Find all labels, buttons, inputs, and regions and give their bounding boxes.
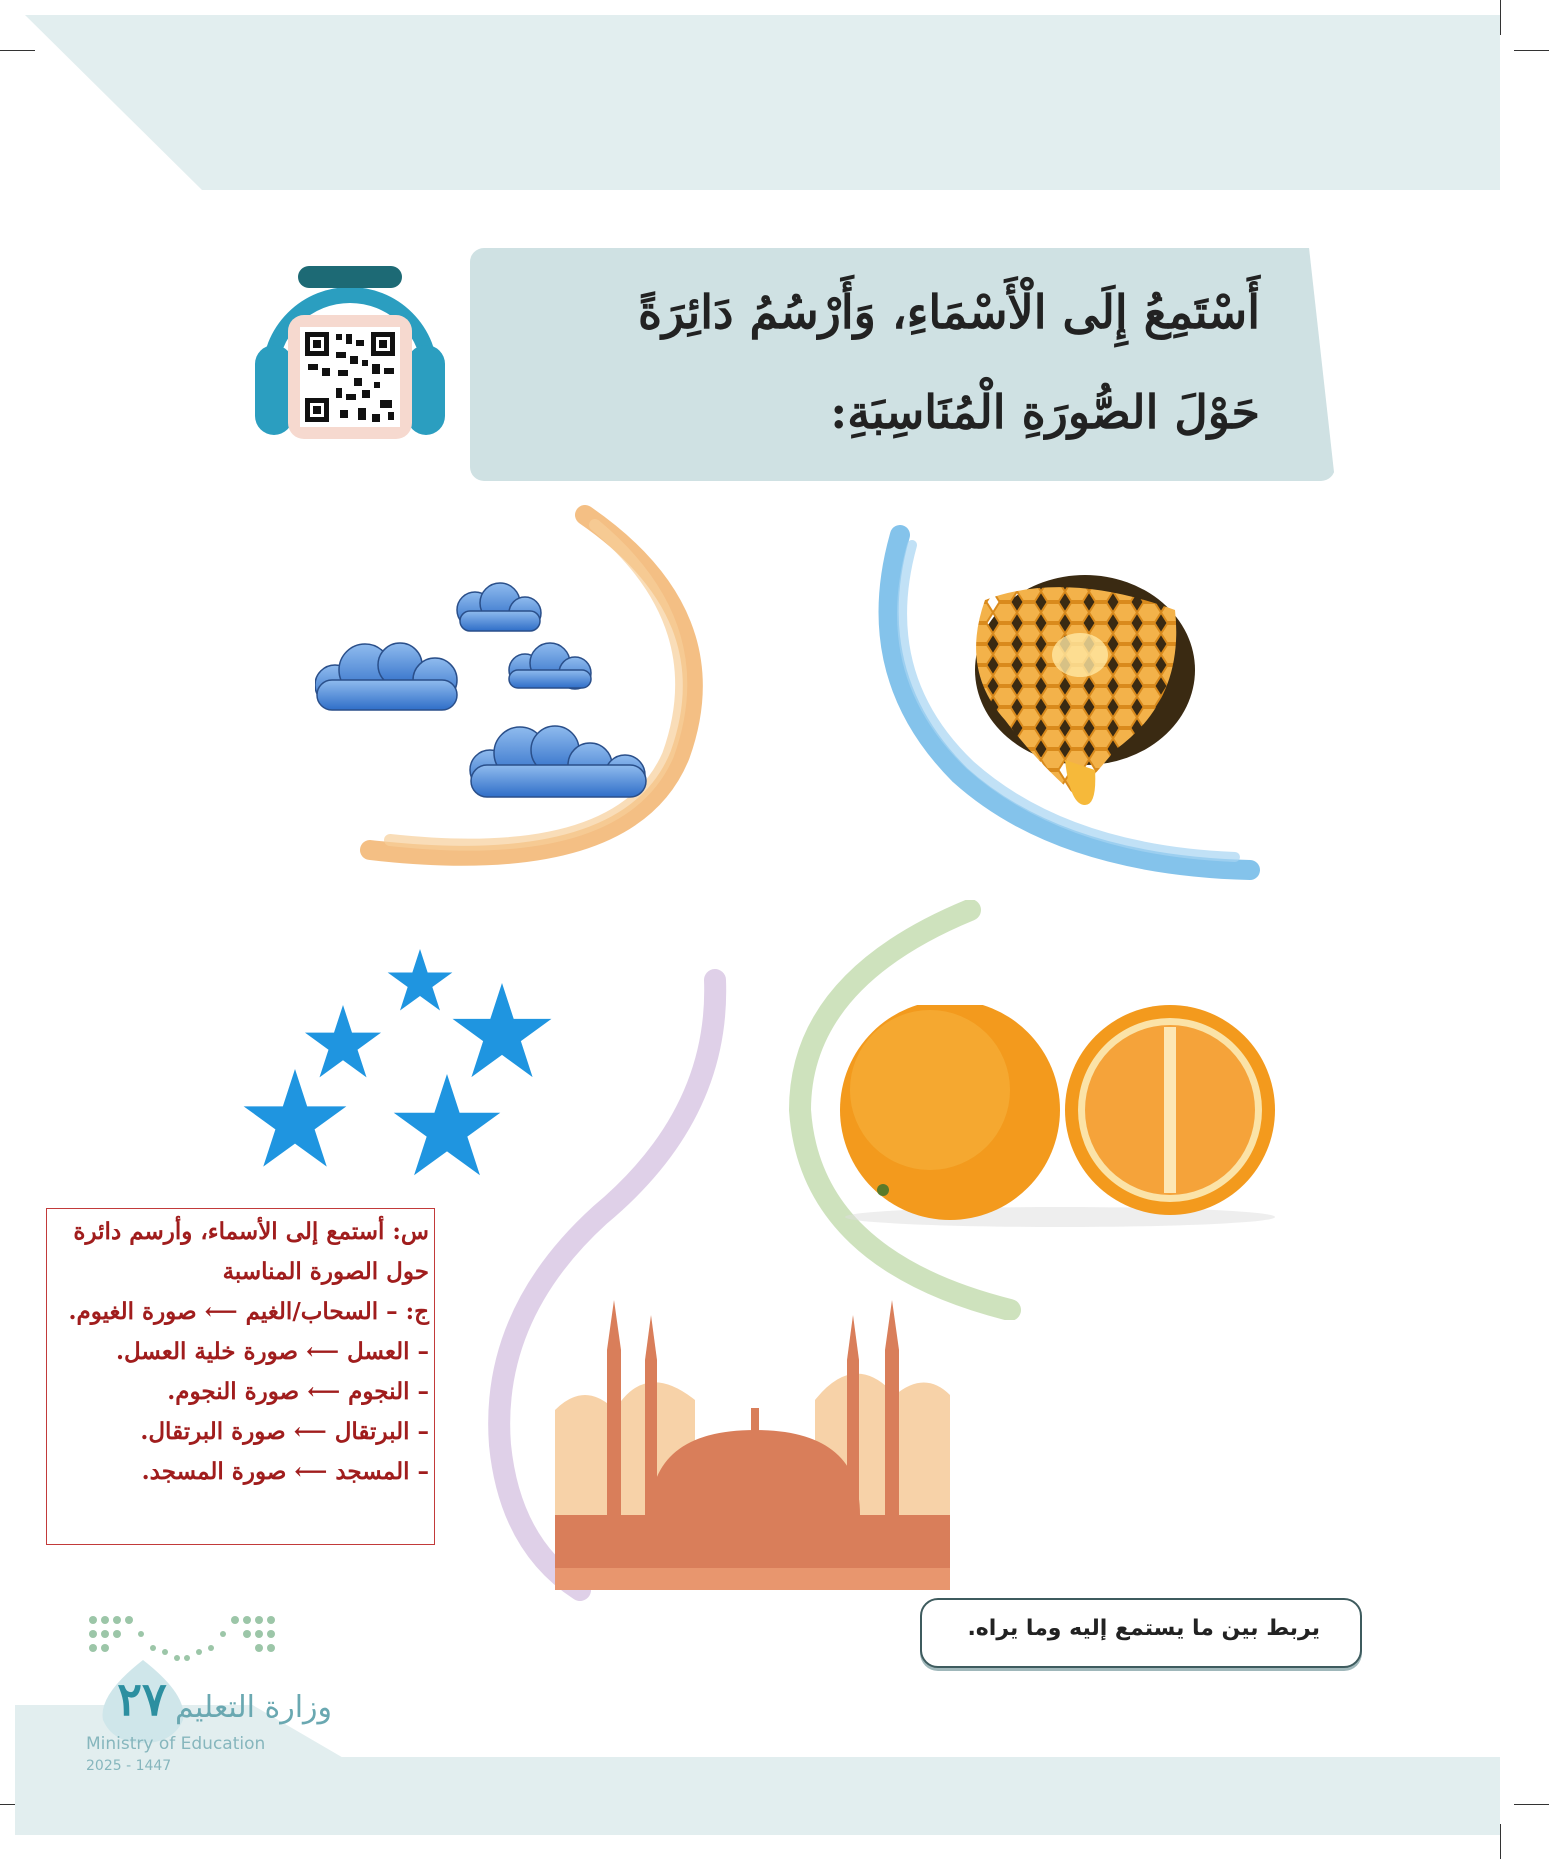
stars-icon[interactable] xyxy=(240,945,560,1190)
page-number: ٢٧ xyxy=(117,1672,167,1726)
learning-objective: يربط بين ما يستمع إليه وما يراه. xyxy=(967,1616,1320,1641)
headphones-qr-icon[interactable] xyxy=(250,260,450,445)
answer-line: ج: – السحاب/الغيم ⟵ صورة الغيوم. xyxy=(68,1298,429,1325)
mosque-icon[interactable] xyxy=(555,1300,950,1590)
crop-mark xyxy=(1514,50,1549,51)
academic-year: 2025 - 1447 xyxy=(86,1758,172,1774)
crop-mark xyxy=(1500,0,1501,35)
ministry-name-arabic: وزارة التعليم xyxy=(175,1690,333,1725)
crop-mark xyxy=(1500,1824,1501,1859)
title-line-1: أَسْتَمِعُ إِلَى الْأَسْمَاءِ، وَأَرْسُمُ دَائِرَةً xyxy=(637,285,1260,339)
top-band xyxy=(25,15,1500,190)
clouds-icon[interactable] xyxy=(315,575,655,830)
crop-mark xyxy=(1514,1804,1549,1805)
orange-icon[interactable] xyxy=(830,1005,1290,1245)
title-line-2: حَوْلَ الصُّورَةِ الْمُنَاسِبَةِ: xyxy=(830,385,1260,439)
answer-line: – البرتقال ⟵ صورة البرتقال. xyxy=(140,1418,429,1445)
honeycomb-icon[interactable] xyxy=(945,560,1200,815)
ministry-name-english: Ministry of Education xyxy=(86,1734,266,1754)
crop-mark xyxy=(0,50,35,51)
answer-line: – العسل ⟵ صورة خلية العسل. xyxy=(115,1338,429,1365)
answer-question: س: أستمع إلى الأسماء، وأرسم دائرة حول الصورة المناسبة xyxy=(73,1218,429,1285)
answer-text xyxy=(54,1212,429,1492)
exercise-title xyxy=(490,262,1260,462)
answer-line: – النجوم ⟵ صورة النجوم. xyxy=(167,1378,429,1405)
answer-line: – المسجد ⟵ صورة المسجد. xyxy=(141,1458,429,1485)
